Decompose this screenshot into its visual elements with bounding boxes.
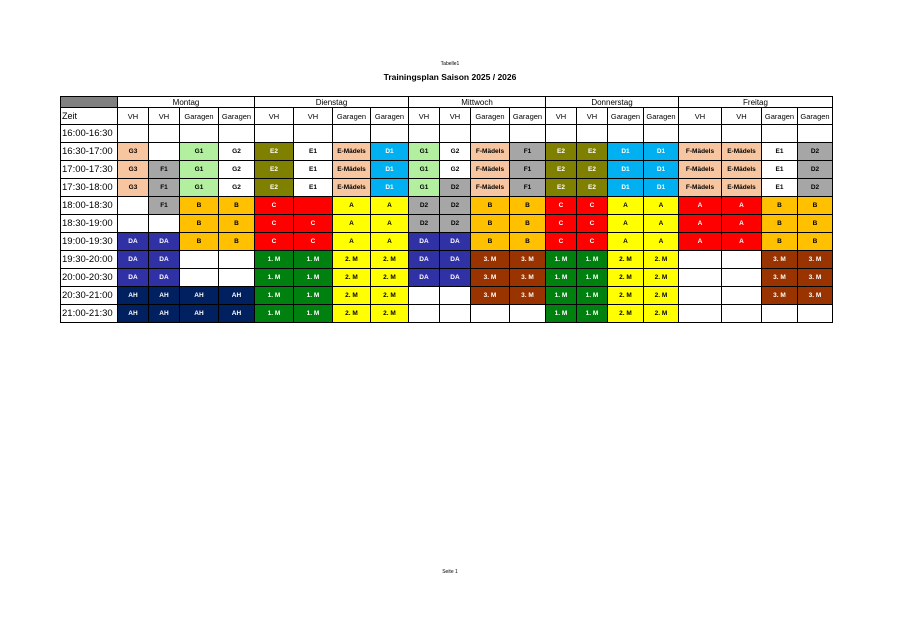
schedule-cell: G3: [118, 161, 149, 179]
schedule-cell: G3: [118, 179, 149, 197]
schedule-cell: A: [608, 215, 644, 233]
schedule-cell: G2: [219, 161, 255, 179]
schedule-cell: B: [219, 215, 255, 233]
schedule-cell: G2: [440, 143, 471, 161]
schedule-cell: C: [255, 215, 294, 233]
schedule-cell: 1. M: [577, 287, 608, 305]
column-header: VH: [294, 108, 333, 125]
schedule-cell: D2: [798, 161, 833, 179]
schedule-cell: D2: [440, 197, 471, 215]
empty-cell: [118, 125, 149, 143]
schedule-cell: E1: [762, 143, 798, 161]
schedule-cell: AH: [118, 305, 149, 323]
empty-cell: [471, 305, 510, 323]
empty-cell: [118, 215, 149, 233]
table-row: [61, 287, 833, 305]
day-header-donnerstag: Donnerstag: [546, 97, 679, 108]
schedule-cell: D2: [798, 179, 833, 197]
time-slot-label: 16:30-17:00: [61, 143, 118, 161]
schedule-cell: DA: [149, 251, 180, 269]
table-row: [61, 305, 833, 323]
schedule-cell: B: [180, 197, 219, 215]
table-row: [61, 215, 833, 233]
schedule-cell: 1. M: [577, 251, 608, 269]
empty-cell: [679, 269, 722, 287]
schedule-cell: 2. M: [333, 269, 371, 287]
schedule-cell: 2. M: [371, 287, 409, 305]
schedule-cell: E2: [255, 161, 294, 179]
column-header: Garagen: [371, 108, 409, 125]
table-row: [61, 161, 833, 179]
schedule-cell: 2. M: [608, 287, 644, 305]
column-header: VH: [118, 108, 149, 125]
schedule-cell: G1: [409, 161, 440, 179]
empty-cell: [180, 269, 219, 287]
schedule-cell: E2: [577, 143, 608, 161]
schedule-cell: C: [294, 233, 333, 251]
column-header: Garagen: [644, 108, 679, 125]
column-header: VH: [440, 108, 471, 125]
time-slot-label: 21:00-21:30: [61, 305, 118, 323]
schedule-cell: A: [333, 233, 371, 251]
empty-cell: [440, 125, 471, 143]
empty-cell: [180, 125, 219, 143]
zeit-header: Zeit: [61, 108, 118, 125]
schedule-cell: 2. M: [333, 305, 371, 323]
schedule-cell: 2. M: [644, 287, 679, 305]
schedule-cell: 2. M: [644, 251, 679, 269]
schedule-cell: DA: [149, 269, 180, 287]
schedule-cell: A: [333, 197, 371, 215]
empty-cell: [577, 125, 608, 143]
schedule-cell: E-Mädels: [333, 143, 371, 161]
schedule-cell: A: [608, 233, 644, 251]
schedule-cell: 2. M: [644, 269, 679, 287]
schedule-cell: C: [255, 197, 294, 215]
empty-cell: [722, 125, 762, 143]
schedule-cell: 3. M: [798, 269, 833, 287]
schedule-cell: DA: [440, 251, 471, 269]
schedule-cell: F1: [510, 161, 546, 179]
schedule-cell: A: [371, 215, 409, 233]
schedule-cell: AH: [180, 287, 219, 305]
column-header: Garagen: [180, 108, 219, 125]
corner-cell: [61, 97, 118, 108]
schedule-cell: AH: [149, 305, 180, 323]
empty-cell: [149, 143, 180, 161]
day-header-row: [61, 97, 833, 108]
schedule-cell: E2: [255, 143, 294, 161]
schedule-cell: 2. M: [644, 305, 679, 323]
schedule-cell: 1. M: [546, 269, 577, 287]
schedule-cell: G2: [440, 161, 471, 179]
column-header: VH: [679, 108, 722, 125]
schedule-cell: DA: [409, 251, 440, 269]
empty-cell: [409, 305, 440, 323]
schedule-cell: 3. M: [798, 287, 833, 305]
empty-cell: [371, 125, 409, 143]
table-row: [61, 143, 833, 161]
schedule-cell: AH: [180, 305, 219, 323]
schedule-cell: B: [471, 215, 510, 233]
empty-cell: [510, 125, 546, 143]
schedule-cell: DA: [409, 269, 440, 287]
empty-cell: [219, 125, 255, 143]
schedule-cell: A: [644, 215, 679, 233]
schedule-cell: B: [762, 233, 798, 251]
schedule-cell: C: [577, 197, 608, 215]
schedule-cell: 2. M: [371, 305, 409, 323]
schedule-cell: 3. M: [762, 269, 798, 287]
schedule-cell: 1. M: [255, 269, 294, 287]
schedule-cell: 2. M: [608, 269, 644, 287]
column-header: Garagen: [471, 108, 510, 125]
schedule-cell: B: [180, 233, 219, 251]
schedule-cell: AH: [118, 287, 149, 305]
schedule-cell: AH: [219, 305, 255, 323]
schedule-cell: F-Mädels: [679, 179, 722, 197]
schedule-cell: E-Mädels: [333, 161, 371, 179]
column-header: Garagen: [762, 108, 798, 125]
schedule-cell: DA: [118, 251, 149, 269]
empty-cell: [679, 251, 722, 269]
day-header-dienstag: Dienstag: [255, 97, 409, 108]
schedule-cell: B: [762, 197, 798, 215]
schedule-cell: A: [722, 197, 762, 215]
schedule-cell: 3. M: [510, 251, 546, 269]
schedule-cell: F1: [149, 161, 180, 179]
schedule-cell: DA: [118, 269, 149, 287]
column-header: VH: [149, 108, 180, 125]
time-slot-label: 19:30-20:00: [61, 251, 118, 269]
empty-cell: [219, 269, 255, 287]
schedule-cell: 3. M: [762, 287, 798, 305]
schedule-cell: 2. M: [371, 251, 409, 269]
time-slot-label: 16:00-16:30: [61, 125, 118, 143]
schedule-cell: D1: [644, 161, 679, 179]
schedule-cell: 2. M: [333, 287, 371, 305]
schedule-cell: C: [255, 233, 294, 251]
schedule-cell: B: [510, 233, 546, 251]
sheet-name: Tabelle1: [440, 61, 460, 67]
schedule-cell: F-Mädels: [679, 161, 722, 179]
schedule-cell: G1: [180, 143, 219, 161]
empty-cell: [679, 125, 722, 143]
schedule-cell: E-Mädels: [333, 179, 371, 197]
schedule-cell: 1. M: [577, 269, 608, 287]
schedule-cell: E1: [762, 179, 798, 197]
schedule-cell: G1: [409, 179, 440, 197]
time-slot-label: 20:30-21:00: [61, 287, 118, 305]
empty-cell: [762, 305, 798, 323]
schedule-cell: E1: [294, 179, 333, 197]
schedule-cell: B: [510, 215, 546, 233]
schedule-cell: 2. M: [333, 251, 371, 269]
schedule-cell: E-Mädels: [722, 143, 762, 161]
table-row: [61, 197, 833, 215]
empty-cell: [149, 215, 180, 233]
empty-cell: [798, 125, 833, 143]
schedule-cell: D1: [644, 143, 679, 161]
schedule-cell: G3: [118, 143, 149, 161]
schedule-cell: A: [644, 197, 679, 215]
time-slot-label: 17:00-17:30: [61, 161, 118, 179]
time-slot-label: 19:00-19:30: [61, 233, 118, 251]
schedule-cell: 1. M: [546, 251, 577, 269]
schedule-cell: B: [510, 197, 546, 215]
schedule-cell: C: [294, 197, 333, 215]
schedule-cell: DA: [440, 233, 471, 251]
schedule-cell: C: [546, 233, 577, 251]
schedule-cell: E1: [294, 161, 333, 179]
schedule-cell: E2: [577, 161, 608, 179]
schedule-cell: E-Mädels: [722, 161, 762, 179]
schedule-cell: B: [762, 215, 798, 233]
column-header: VH: [255, 108, 294, 125]
schedule-cell: F1: [149, 197, 180, 215]
schedule-cell: G1: [409, 143, 440, 161]
schedule-cell: F1: [510, 143, 546, 161]
schedule-cell: F1: [149, 179, 180, 197]
empty-cell: [608, 125, 644, 143]
empty-cell: [180, 251, 219, 269]
empty-cell: [440, 305, 471, 323]
schedule-cell: F-Mädels: [471, 143, 510, 161]
schedule-cell: C: [294, 215, 333, 233]
schedule-cell: B: [180, 215, 219, 233]
schedule-cell: F-Mädels: [471, 179, 510, 197]
schedule-cell: 3. M: [471, 287, 510, 305]
schedule-cell: 3. M: [471, 269, 510, 287]
schedule-cell: 1. M: [546, 287, 577, 305]
empty-cell: [679, 287, 722, 305]
schedule-cell: B: [219, 197, 255, 215]
table-row: [61, 233, 833, 251]
schedule-cell: G2: [219, 143, 255, 161]
schedule-cell: D1: [644, 179, 679, 197]
schedule-cell: D2: [409, 197, 440, 215]
schedule-cell: DA: [149, 233, 180, 251]
schedule-cell: 3. M: [762, 251, 798, 269]
empty-cell: [471, 125, 510, 143]
empty-cell: [762, 125, 798, 143]
empty-cell: [644, 125, 679, 143]
schedule-cell: 1. M: [294, 287, 333, 305]
column-header: Garagen: [608, 108, 644, 125]
schedule-cell: C: [546, 197, 577, 215]
schedule-cell: E2: [546, 161, 577, 179]
schedule-cell: A: [722, 233, 762, 251]
empty-cell: [333, 125, 371, 143]
schedule-cell: B: [471, 233, 510, 251]
schedule-cell: A: [679, 197, 722, 215]
schedule-cell: F-Mädels: [679, 143, 722, 161]
schedule-cell: D1: [608, 161, 644, 179]
schedule-cell: A: [679, 233, 722, 251]
empty-cell: [722, 251, 762, 269]
schedule-cell: 1. M: [577, 305, 608, 323]
column-header: Garagen: [333, 108, 371, 125]
empty-cell: [440, 287, 471, 305]
schedule-cell: D2: [440, 215, 471, 233]
schedule-cell: A: [371, 197, 409, 215]
empty-cell: [722, 305, 762, 323]
table-row: [61, 251, 833, 269]
schedule-cell: AH: [149, 287, 180, 305]
column-header: VH: [577, 108, 608, 125]
empty-cell: [798, 305, 833, 323]
schedule-cell: 2. M: [608, 305, 644, 323]
time-slot-label: 17:30-18:00: [61, 179, 118, 197]
schedule-cell: G1: [180, 161, 219, 179]
schedule-cell: 2. M: [371, 269, 409, 287]
schedule-cell: A: [722, 215, 762, 233]
column-header: VH: [546, 108, 577, 125]
schedule-cell: E1: [762, 161, 798, 179]
empty-cell: [722, 269, 762, 287]
empty-cell: [722, 287, 762, 305]
day-header-montag: Montag: [118, 97, 255, 108]
schedule-cell: D2: [409, 215, 440, 233]
schedule-cell: A: [608, 197, 644, 215]
schedule-cell: 2. M: [608, 251, 644, 269]
schedule-cell: DA: [409, 233, 440, 251]
column-header: Garagen: [798, 108, 833, 125]
schedule-cell: B: [219, 233, 255, 251]
table-row: [61, 269, 833, 287]
empty-cell: [679, 305, 722, 323]
schedule-cell: G2: [219, 179, 255, 197]
table-row: [61, 179, 833, 197]
schedule-cell: D1: [371, 179, 409, 197]
schedule-cell: D1: [371, 161, 409, 179]
empty-cell: [294, 125, 333, 143]
empty-cell: [219, 251, 255, 269]
day-header-mittwoch: Mittwoch: [409, 97, 546, 108]
schedule-cell: 1. M: [294, 251, 333, 269]
schedule-cell: 1. M: [255, 287, 294, 305]
column-header: VH: [409, 108, 440, 125]
schedule-cell: 1. M: [294, 269, 333, 287]
schedule-cell: A: [644, 233, 679, 251]
schedule-cell: 1. M: [294, 305, 333, 323]
time-slot-label: 18:00-18:30: [61, 197, 118, 215]
schedule-cell: DA: [118, 233, 149, 251]
table-row: [61, 125, 833, 143]
empty-cell: [255, 125, 294, 143]
schedule-cell: B: [798, 197, 833, 215]
column-header: VH: [722, 108, 762, 125]
schedule-cell: D1: [608, 143, 644, 161]
column-header: Garagen: [219, 108, 255, 125]
page-title: Trainingsplan Saison 2025 / 2026: [383, 72, 517, 82]
schedule-cell: 3. M: [798, 251, 833, 269]
day-header-freitag: Freitag: [679, 97, 833, 108]
schedule-cell: B: [798, 233, 833, 251]
schedule-cell: E2: [255, 179, 294, 197]
schedule-cell: D1: [608, 179, 644, 197]
schedule-cell: A: [679, 215, 722, 233]
schedule-cell: E1: [294, 143, 333, 161]
empty-cell: [510, 305, 546, 323]
schedule-cell: D2: [798, 143, 833, 161]
schedule-cell: E2: [577, 179, 608, 197]
schedule-cell: A: [333, 215, 371, 233]
schedule-cell: C: [577, 233, 608, 251]
time-slot-label: 18:30-19:00: [61, 215, 118, 233]
schedule-cell: F-Mädels: [471, 161, 510, 179]
training-schedule-table: [60, 96, 833, 323]
schedule-cell: E2: [546, 143, 577, 161]
page-footer: Seite 1: [442, 569, 458, 575]
empty-cell: [149, 125, 180, 143]
schedule-cell: B: [471, 197, 510, 215]
schedule-cell: C: [546, 215, 577, 233]
schedule-cell: D1: [371, 143, 409, 161]
schedule-cell: AH: [219, 287, 255, 305]
schedule-cell: C: [577, 215, 608, 233]
schedule-cell: F1: [510, 179, 546, 197]
schedule-cell: A: [371, 233, 409, 251]
empty-cell: [118, 197, 149, 215]
empty-cell: [409, 125, 440, 143]
schedule-cell: 3. M: [471, 251, 510, 269]
schedule-cell: G1: [180, 179, 219, 197]
schedule-cell: 1. M: [255, 305, 294, 323]
schedule-cell: DA: [440, 269, 471, 287]
empty-cell: [546, 125, 577, 143]
empty-cell: [409, 287, 440, 305]
schedule-cell: E-Mädels: [722, 179, 762, 197]
time-slot-label: 20:00-20:30: [61, 269, 118, 287]
schedule-cell: 1. M: [546, 305, 577, 323]
column-header-row: [61, 108, 833, 125]
schedule-cell: E2: [546, 179, 577, 197]
schedule-cell: D2: [440, 179, 471, 197]
schedule-cell: B: [798, 215, 833, 233]
schedule-cell: 1. M: [255, 251, 294, 269]
schedule-cell: 3. M: [510, 269, 546, 287]
schedule-cell: 3. M: [510, 287, 546, 305]
column-header: Garagen: [510, 108, 546, 125]
